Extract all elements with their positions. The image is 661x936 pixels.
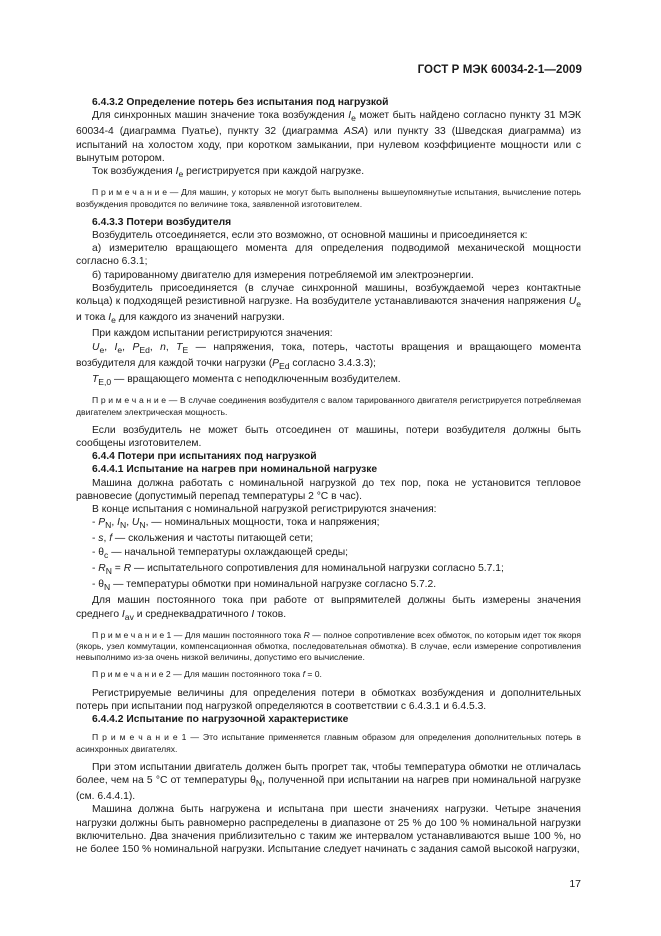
note: П р и м е ч а н и е 1 — Это испытание применяется главным образом для определения дополнительных потерь в асинхронных двигателях. [76,732,581,754]
list-item: - $R_N = R$ — испытательного сопротивления для номинальной нагрузки согласно 5.7.1; [92,562,504,576]
note: П р и м е ч а н и е 1 — Для машин постоянного тока R — полное сопротивление всех обмоток, по которым идет ток якоря (якорь, узел коммутации, компенсационная обмотка, последовательная обмотка). В случае, если измерение сопротивления невыполнимо из-за очень низкой величины, допустимо его вычисление. [76,629,581,663]
paragraph: Для машин постоянного тока при работе от выпрямителей должны быть измерены значения среднего $I_{av}$ и среднеквадратичного I токов. [76,595,581,622]
document-header: ГОСТ Р МЭК 60034-2-1—2009 [417,64,582,76]
paragraph: Машина должна быть нагружена и испытана при шести значениях нагрузки. Четыре значения нагрузки должны быть равномерно распределены в диапазоне от 25 % до 100 % номинальной нагрузки включительно. Два значения приблизительно с таким же интервалом устанавливаются выше 100 %, но не более 150 % номинальной нагрузки. Испытание следует начинать с задания самой высокой нагрузки, [76,804,581,855]
note: П р и м е ч а н и е — Для машин, у которых не могут быть выполнены вышеупомянутые испытания, вычисление потерь возбуждения проводится по величине тока, заявленной изготовителем. [76,187,581,209]
paragraph: Регистрируемые величины для определения потери в обмотках возбуждения и дополнительных потерь при испытании под нагрузкой определяются в соответствии с 6.4.3.1 и 6.4.5.3. [76,687,581,712]
paragraph: При этом испытании двигатель должен быть прогрет так, чтобы температура обмотки не отличалась более, чем на 5 °C от температуры $\theta_N$, полученной при испытании на нагрев при номинальной нагрузке (см. 6.4.4.1). [76,761,581,803]
paragraph: Возбудитель присоединяется (в случае синхронной машины, возбуждаемой через контактные кольца) к подходящей резистивной нагрузке. На возбудителе устанавливаются значения напряжения $U_e$ и тока $I_e$ для каждого из значений нагрузки. [76,282,581,326]
page-number: 17 [569,878,581,890]
page-body [76,96,581,856]
note: П р и м е ч а н и е — В случае соединения возбудителя с валом тарированного двигателя регистрируется потребляемая двигателем электрическая мощность. [76,395,581,417]
paragraph: $U_e$, $I_e$, $P_{Ed}$, n, $T_E$ — напряжения, тока, потерь, частоты вращения и вращающего момента возбудителя для каждой точки нагрузки ($P_{Ed}$ согласно 3.4.3.3); [76,341,582,371]
list-item: а) измерителю вращающего момента для определения подводимой механической мощности согласно 6.3.1; [76,243,581,268]
list-item: - s, f — скольжения и частоты питающей сети; [92,533,314,545]
heading-6-4-3-3: 6.4.3.3 Потери возбудителя [92,216,232,228]
paragraph: В конце испытания с номинальной нагрузкой регистрируются значения: [92,504,437,516]
list-item: - $\theta_N$ — температуры обмотки при номинальной нагрузке согласно 5.7.2. [92,579,437,593]
heading-6-4-4: 6.4.4 Потери при испытаниях под нагрузкой [92,451,317,463]
paragraph: При каждом испытании регистрируются значения: [92,328,333,340]
paragraph: Для синхронных машин значение тока возбуждения $I_e$ может быть найдено согласно пункту 31 МЭК 60034-4 (диаграмма Пуатье), пункту 32 (диаграмма ASA) или пункту 33 (Шведская диаграмма) из испытаний на холостом ходу, при коротком замыкании, при нулевом коэффициенте мощности или с вынутым ротором. [76,110,582,164]
paragraph: Если возбудитель не может быть отсоединен от машины, потери возбудителя должны быть сообщены изготовителем. [76,424,581,449]
list-item: б) тарированному двигателю для измерения потребляемой им электроэнергии. [92,269,474,281]
paragraph: Ток возбуждения $I_e$ регистрируется при каждой нагрузке. [92,166,365,180]
heading-6-4-4-2: 6.4.4.2 Испытание по нагрузочной характеристике [92,714,349,726]
heading-6-4-4-1: 6.4.4.1 Испытание на нагрев при номинальной нагрузке [92,464,378,476]
list-item: - $\theta_c$ — начальной температуры охлаждающей среды; [92,546,348,560]
heading-6-4-3-2: 6.4.3.2 Определение потерь без испытания под нагрузкой [92,97,389,108]
paragraph: Возбудитель отсоединяется, если это возможно, от основной машины и присоединяется к: [92,229,528,241]
paragraph: $T_{E,0}$ — вращающего момента с неподключенным возбудителем. [92,374,401,388]
paragraph: Машина должна работать с номинальной нагрузкой до тех пор, пока не установится тепловое равновесие (допустимый перепад температуры 2 °C в час). [76,477,581,502]
list-item: - $P_N$, $I_N$, $U_N$, — номинальных мощности, тока и напряжения; [92,517,380,531]
note: П р и м е ч а н и е 2 — Для машин постоянного тока f = 0. [92,669,322,680]
